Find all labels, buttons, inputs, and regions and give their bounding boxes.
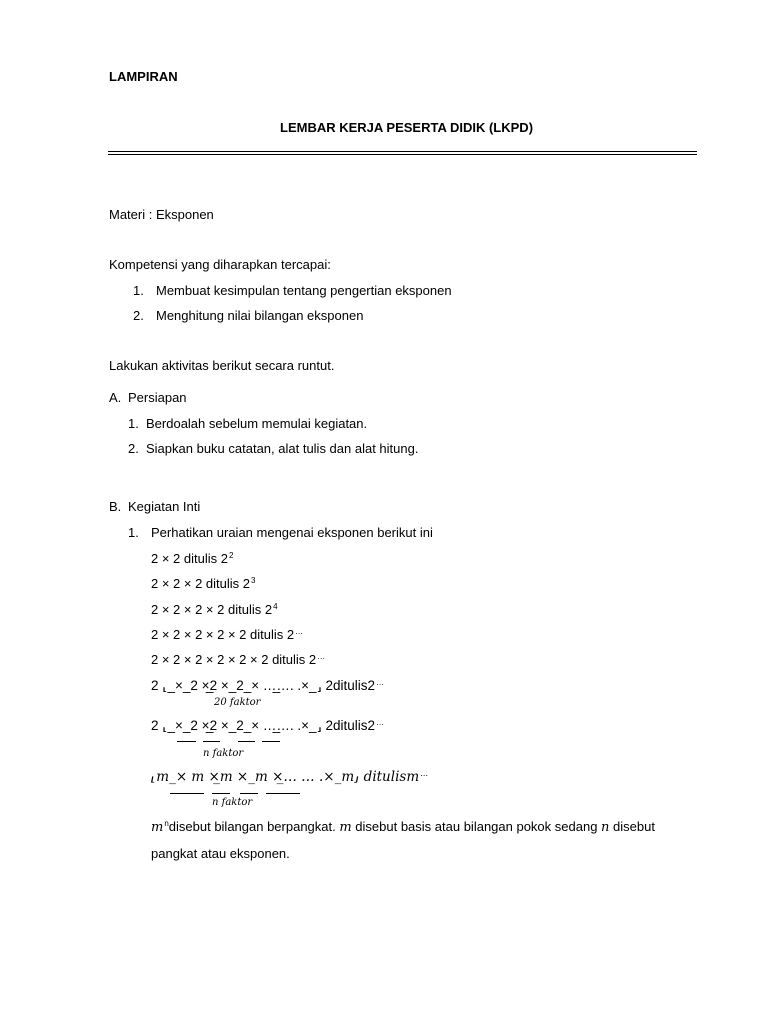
section-b-label: B. — [109, 499, 122, 514]
section-a-item-text: Berdoalah sebelum memulai kegiatan. — [146, 416, 368, 431]
example-line: 2 × 2 × 2 ditulis $2^3$ — [151, 576, 256, 591]
underbrace-label-20: 20 faktor — [214, 697, 261, 708]
instruction-line: Lakukan aktivitas berikut secara runtut. — [109, 358, 335, 373]
underline-dash — [170, 793, 204, 794]
underline-dash — [177, 741, 196, 742]
underline-dash — [266, 793, 300, 794]
section-a-item-num: 2. — [128, 441, 139, 456]
title-rule-top — [108, 151, 697, 152]
example-line: 2 × 2 × 2 × 2 × 2 ditulis 2… — [151, 627, 304, 642]
materi-line: Materi : Eksponen — [109, 207, 214, 222]
example-line: 2 × 2 ditulis $2^2$ — [151, 551, 234, 566]
underbrace-label-n: n faktor — [212, 797, 253, 808]
example-line: 2 × 2 × 2 × 2 × 2 × 2 ditulis 2… — [151, 652, 326, 667]
kompetensi-item-text: Membuat kesimpulan tentang pengertian eksponen — [156, 283, 452, 298]
conclusion-line-2: pangkat atau eksponen. — [151, 846, 290, 861]
section-a-item-text: Siapkan buku catatan, alat tulis dan alat hitung. — [146, 441, 419, 456]
section-a-label: A. — [109, 390, 122, 405]
underline-dash — [238, 741, 255, 742]
underline-dash — [240, 793, 258, 794]
conclusion-line-1: $m^ndisebut$ bilangan berpangkat. m disebut basis atau bilangan pokok sedang n disebut — [151, 819, 655, 835]
kompetensi-item-num: 1. — [133, 283, 144, 298]
underline-dash — [203, 741, 220, 742]
section-b-item-text: Perhatikan uraian mengenai eksponen berikut ini — [151, 525, 433, 540]
section-b-heading: Kegiatan Inti — [128, 499, 201, 514]
appendix-label: LAMPIRAN — [109, 69, 178, 84]
formula-20-faktor: 2 ⸤_×_2 ×̲2 ×_2_× …̲…. .×_⸥ 2ditulis2… — [151, 678, 385, 693]
section-b-item-num: 1. — [128, 525, 139, 540]
title-rule-bottom — [108, 154, 697, 155]
example-line: 2 × 2 × 2 × 2 ditulis $2^4$ — [151, 602, 278, 617]
underline-dash — [262, 741, 280, 742]
kompetensi-item-text: Menghitung nilai bilangan eksponen — [156, 308, 364, 323]
underline-dash — [212, 793, 230, 794]
underbrace-label-n: n faktor — [203, 748, 244, 759]
section-a-item-num: 1. — [128, 416, 139, 431]
page-title: LEMBAR KERJA PESERTA DIDIK (LKPD) — [280, 120, 534, 135]
kompetensi-heading: Kompetensi yang diharapkan tercapai: — [109, 257, 331, 272]
formula-n-faktor-base2: 2 ⸤_×_2 ×̲2 ×_2_× …̲…. .×_⸥ 2ditulis2… — [151, 718, 385, 733]
section-a-heading: Persiapan — [128, 390, 187, 405]
kompetensi-item-num: 2. — [133, 308, 144, 323]
formula-n-faktor-base-m: ⸤m_× m ×̲m ×_m ×̲… … .×_m⸥ ditulism… — [151, 769, 429, 785]
